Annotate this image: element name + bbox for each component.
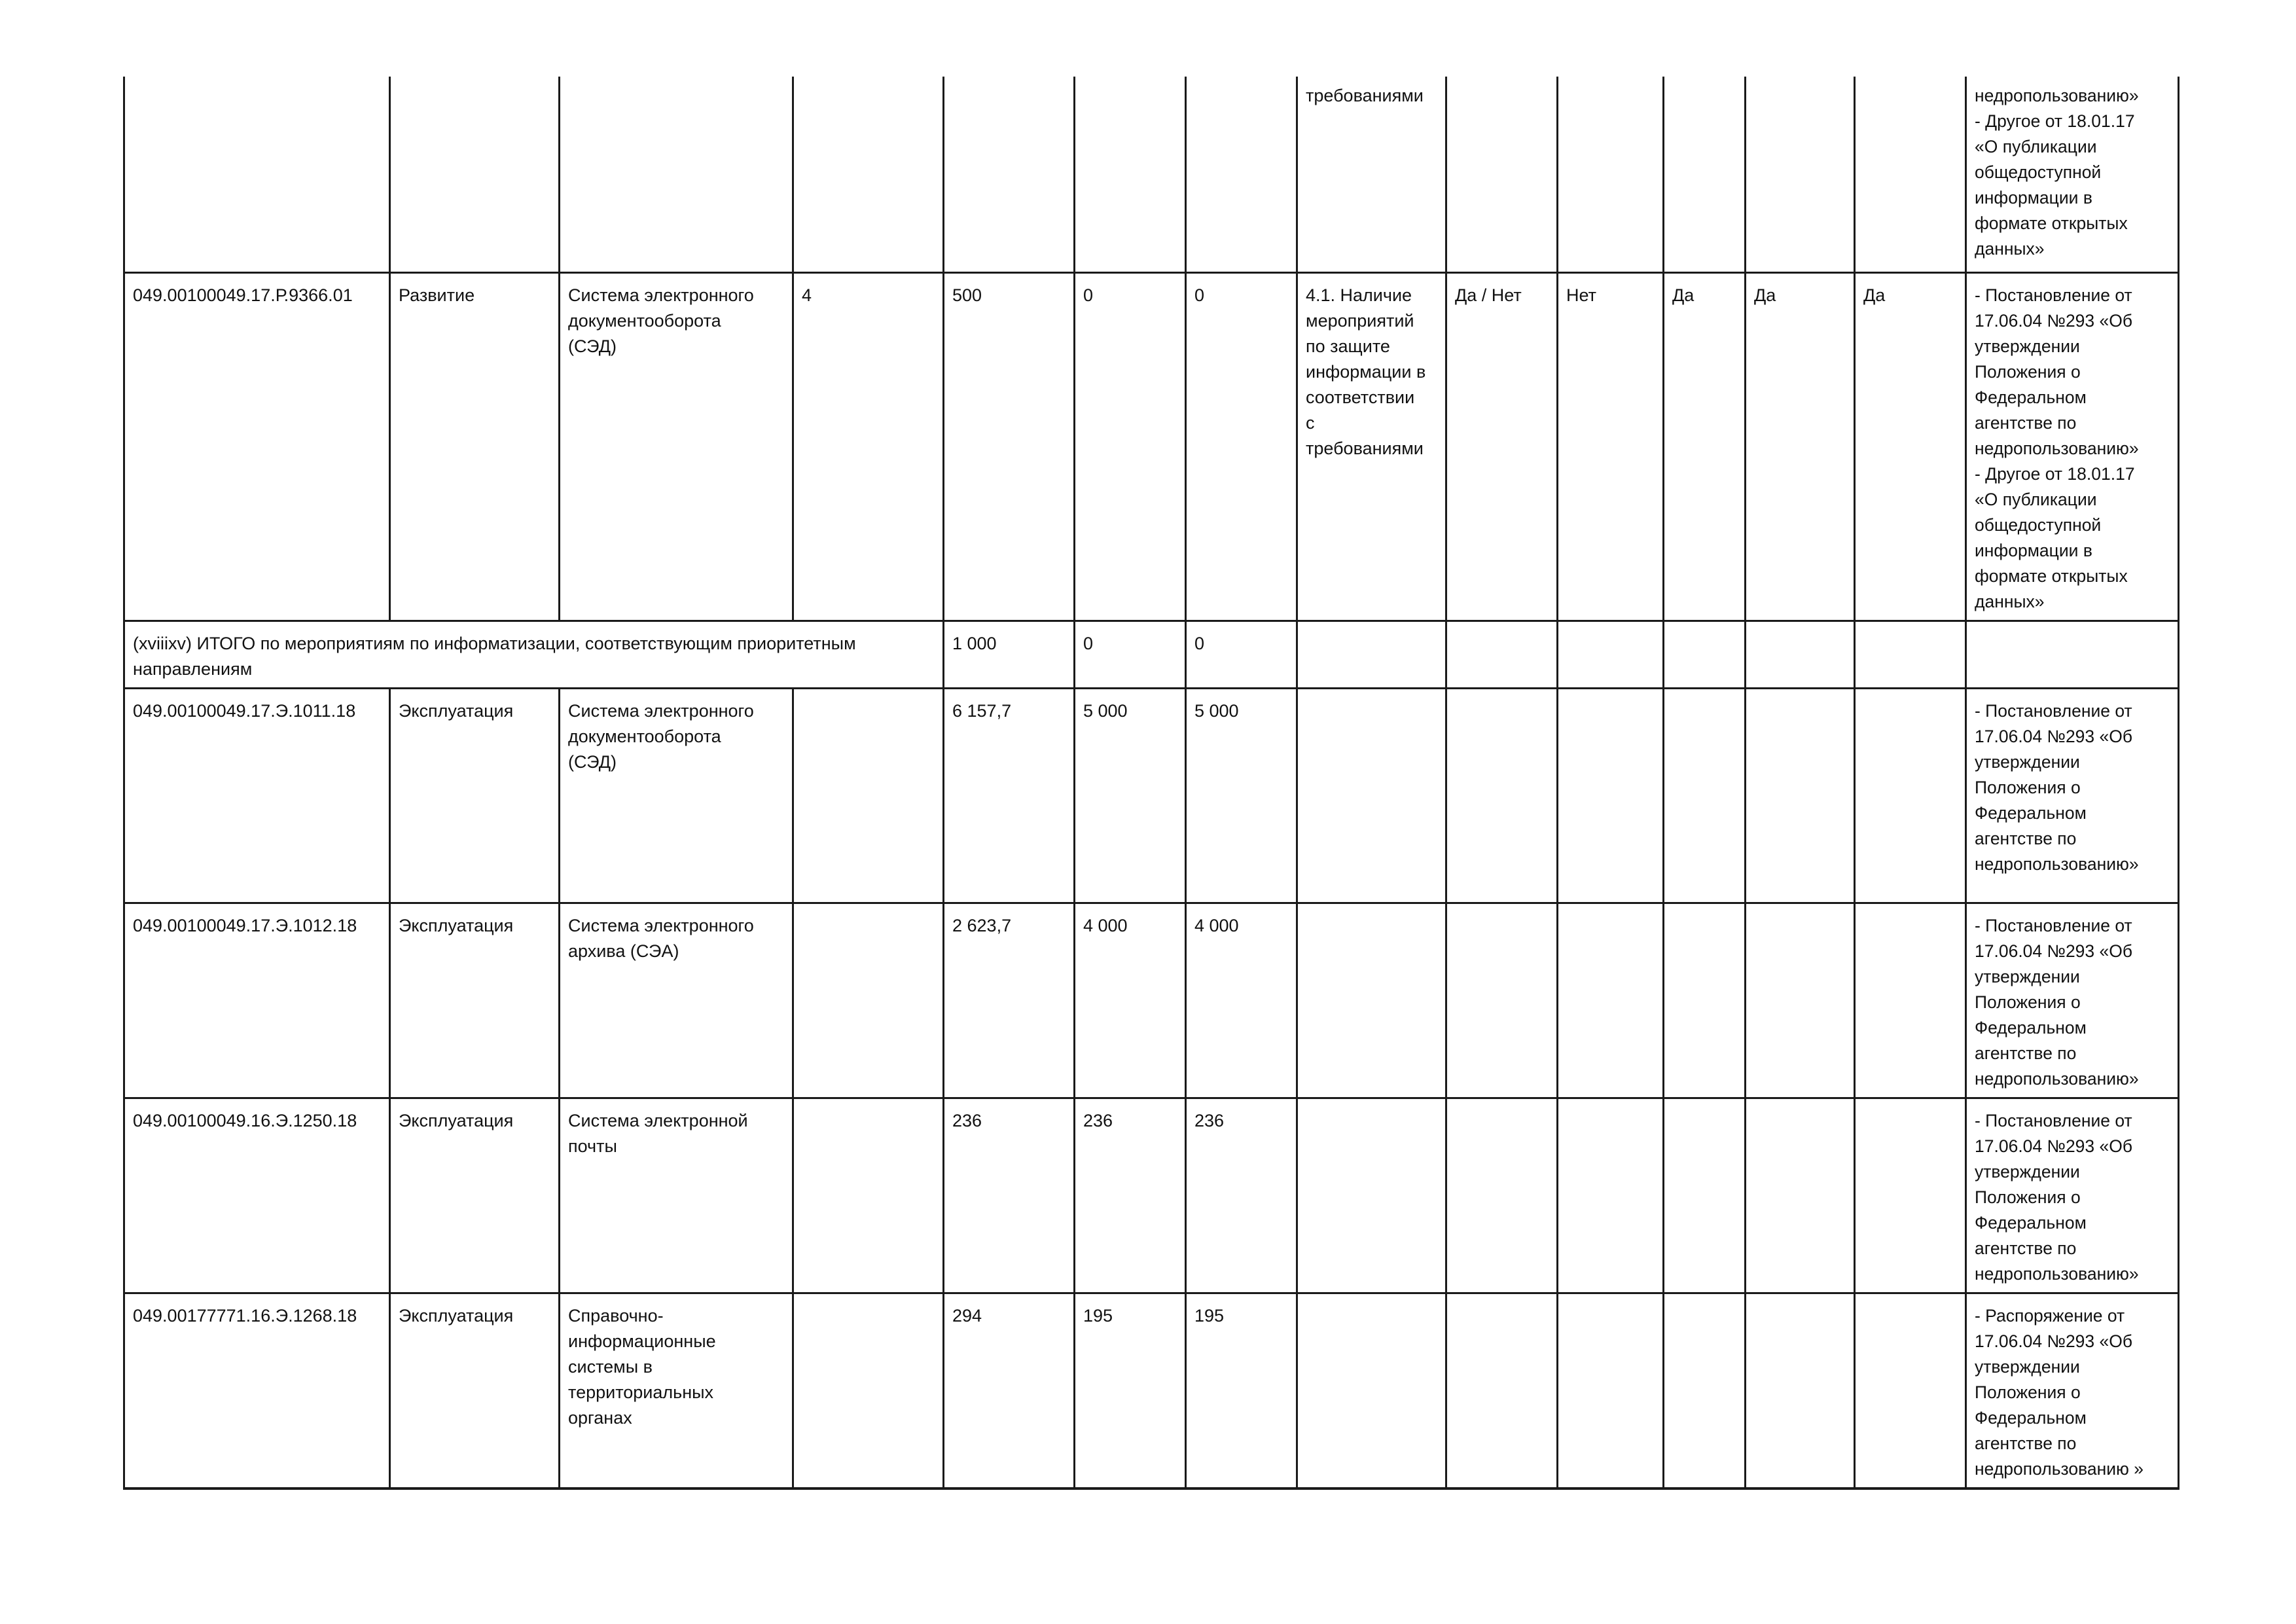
- legal-basis: - Постановление от 17.06.04 №293 «Об утверждении Положения о Федеральном агентстве по недропользованию» - Другое от 18.01.17 «О публикации общедоступной информации в формате открытых данных»: [1966, 272, 2179, 621]
- indicator-4: [1855, 77, 1966, 272]
- empty-cell: [1855, 621, 1966, 688]
- legal-basis: - Распоряжение от 17.06.04 №293 «Об утверждении Положения о Федеральном агентстве по недропользованию »: [1966, 1293, 2179, 1489]
- indicator-4: [1855, 688, 1966, 903]
- indicator-3: [1746, 77, 1855, 272]
- answer-options: [1446, 1098, 1558, 1293]
- amount-3: 5 000: [1186, 688, 1297, 903]
- amount-1: 2 623,7: [944, 903, 1075, 1098]
- total-amount-3: 0: [1186, 621, 1297, 688]
- system-name: Система электронного архива (СЭА): [560, 903, 793, 1098]
- indicator-2: [1664, 1098, 1746, 1293]
- priority-number: [793, 903, 944, 1098]
- measure-text: [1297, 1098, 1446, 1293]
- indicator-4: [1855, 1098, 1966, 1293]
- answer-options: [1446, 903, 1558, 1098]
- informatization-table: [123, 77, 2179, 1490]
- amount-3: 195: [1186, 1293, 1297, 1489]
- measure-text: [1297, 688, 1446, 903]
- empty-cell: [1446, 621, 1558, 688]
- indicator-1: [1558, 77, 1664, 272]
- amount-2: 195: [1075, 1293, 1186, 1489]
- indicator-3: [1746, 1293, 1855, 1489]
- amount-3: [1186, 77, 1297, 272]
- answer-options: [1446, 688, 1558, 903]
- empty-cell: [1558, 621, 1664, 688]
- indicator-1: [1558, 903, 1664, 1098]
- empty-cell: [1297, 621, 1446, 688]
- total-amount-2: 0: [1075, 621, 1186, 688]
- total-amount-1: 1 000: [944, 621, 1075, 688]
- indicator-1: [1558, 1098, 1664, 1293]
- indicator-2: [1664, 903, 1746, 1098]
- legal-basis: - Постановление от 17.06.04 №293 «Об утверждении Положения о Федеральном агентстве по недропользованию»: [1966, 688, 2179, 903]
- table-row: [124, 1293, 2179, 1489]
- indicator-2: [1664, 77, 1746, 272]
- priority-number: [793, 77, 944, 272]
- priority-number: [793, 1098, 944, 1293]
- indicator-1: [1558, 1293, 1664, 1489]
- table-row: [124, 272, 2179, 621]
- system-name: [560, 77, 793, 272]
- system-name: Справочно- информационные системы в территориальных органах: [560, 1293, 793, 1489]
- measure-text: требованиями: [1297, 77, 1446, 272]
- amount-3: 236: [1186, 1098, 1297, 1293]
- measure-text: 4.1. Наличие мероприятий по защите информации в соответствии с требованиями: [1297, 272, 1446, 621]
- legal-basis: недропользованию» - Другое от 18.01.17 «О публикации общедоступной информации в формате открытых данных»: [1966, 77, 2179, 272]
- total-label: (xviiixv) ИТОГО по мероприятиям по информатизации, соответствующим приоритетным направлениям: [124, 621, 944, 688]
- indicator-3: [1746, 903, 1855, 1098]
- event-type: Развитие: [390, 272, 560, 621]
- event-type: Эксплуатация: [390, 688, 560, 903]
- system-name: Система электронной почты: [560, 1098, 793, 1293]
- event-type: Эксплуатация: [390, 1098, 560, 1293]
- system-name: Система электронного документооборота (СЭД): [560, 272, 793, 621]
- answer-options: [1446, 1293, 1558, 1489]
- indicator-2: Да: [1664, 272, 1746, 621]
- empty-cell: [1966, 621, 2179, 688]
- amount-2: 4 000: [1075, 903, 1186, 1098]
- indicator-4: Да: [1855, 272, 1966, 621]
- event-code: 049.00100049.17.Э.1012.18: [124, 903, 390, 1098]
- legal-basis: - Постановление от 17.06.04 №293 «Об утверждении Положения о Федеральном агентстве по недропользованию»: [1966, 903, 2179, 1098]
- event-code: 049.00100049.17.Р.9366.01: [124, 272, 390, 621]
- legal-basis: - Постановление от 17.06.04 №293 «Об утверждении Положения о Федеральном агентстве по недропользованию»: [1966, 1098, 2179, 1293]
- event-code: [124, 77, 390, 272]
- indicator-2: [1664, 688, 1746, 903]
- measure-text: [1297, 1293, 1446, 1489]
- event-type: Эксплуатация: [390, 1293, 560, 1489]
- amount-2: 5 000: [1075, 688, 1186, 903]
- amount-1: 236: [944, 1098, 1075, 1293]
- answer-options: [1446, 77, 1558, 272]
- event-type: Эксплуатация: [390, 903, 560, 1098]
- table-row: [124, 688, 2179, 903]
- indicator-4: [1855, 903, 1966, 1098]
- event-code: 049.00100049.16.Э.1250.18: [124, 1098, 390, 1293]
- indicator-2: [1664, 1293, 1746, 1489]
- amount-3: 4 000: [1186, 903, 1297, 1098]
- empty-cell: [1664, 621, 1746, 688]
- indicator-1: [1558, 688, 1664, 903]
- table-row: [124, 1098, 2179, 1293]
- amount-2: [1075, 77, 1186, 272]
- amount-3: 0: [1186, 272, 1297, 621]
- event-type: [390, 77, 560, 272]
- measure-text: [1297, 903, 1446, 1098]
- amount-1: [944, 77, 1075, 272]
- system-name: Система электронного документооборота (СЭД): [560, 688, 793, 903]
- indicator-3: Да: [1746, 272, 1855, 621]
- event-code: 049.00100049.17.Э.1011.18: [124, 688, 390, 903]
- priority-number: [793, 1293, 944, 1489]
- amount-2: 0: [1075, 272, 1186, 621]
- answer-options: Да / Нет: [1446, 272, 1558, 621]
- indicator-3: [1746, 1098, 1855, 1293]
- table-row: [124, 903, 2179, 1098]
- table-row: [124, 77, 2179, 272]
- indicator-4: [1855, 1293, 1966, 1489]
- indicator-3: [1746, 688, 1855, 903]
- amount-2: 236: [1075, 1098, 1186, 1293]
- amount-1: 6 157,7: [944, 688, 1075, 903]
- indicator-1: Нет: [1558, 272, 1664, 621]
- amount-1: 500: [944, 272, 1075, 621]
- priority-number: 4: [793, 272, 944, 621]
- event-code: 049.00177771.16.Э.1268.18: [124, 1293, 390, 1489]
- amount-1: 294: [944, 1293, 1075, 1489]
- total-row: [124, 621, 2179, 688]
- priority-number: [793, 688, 944, 903]
- empty-cell: [1746, 621, 1855, 688]
